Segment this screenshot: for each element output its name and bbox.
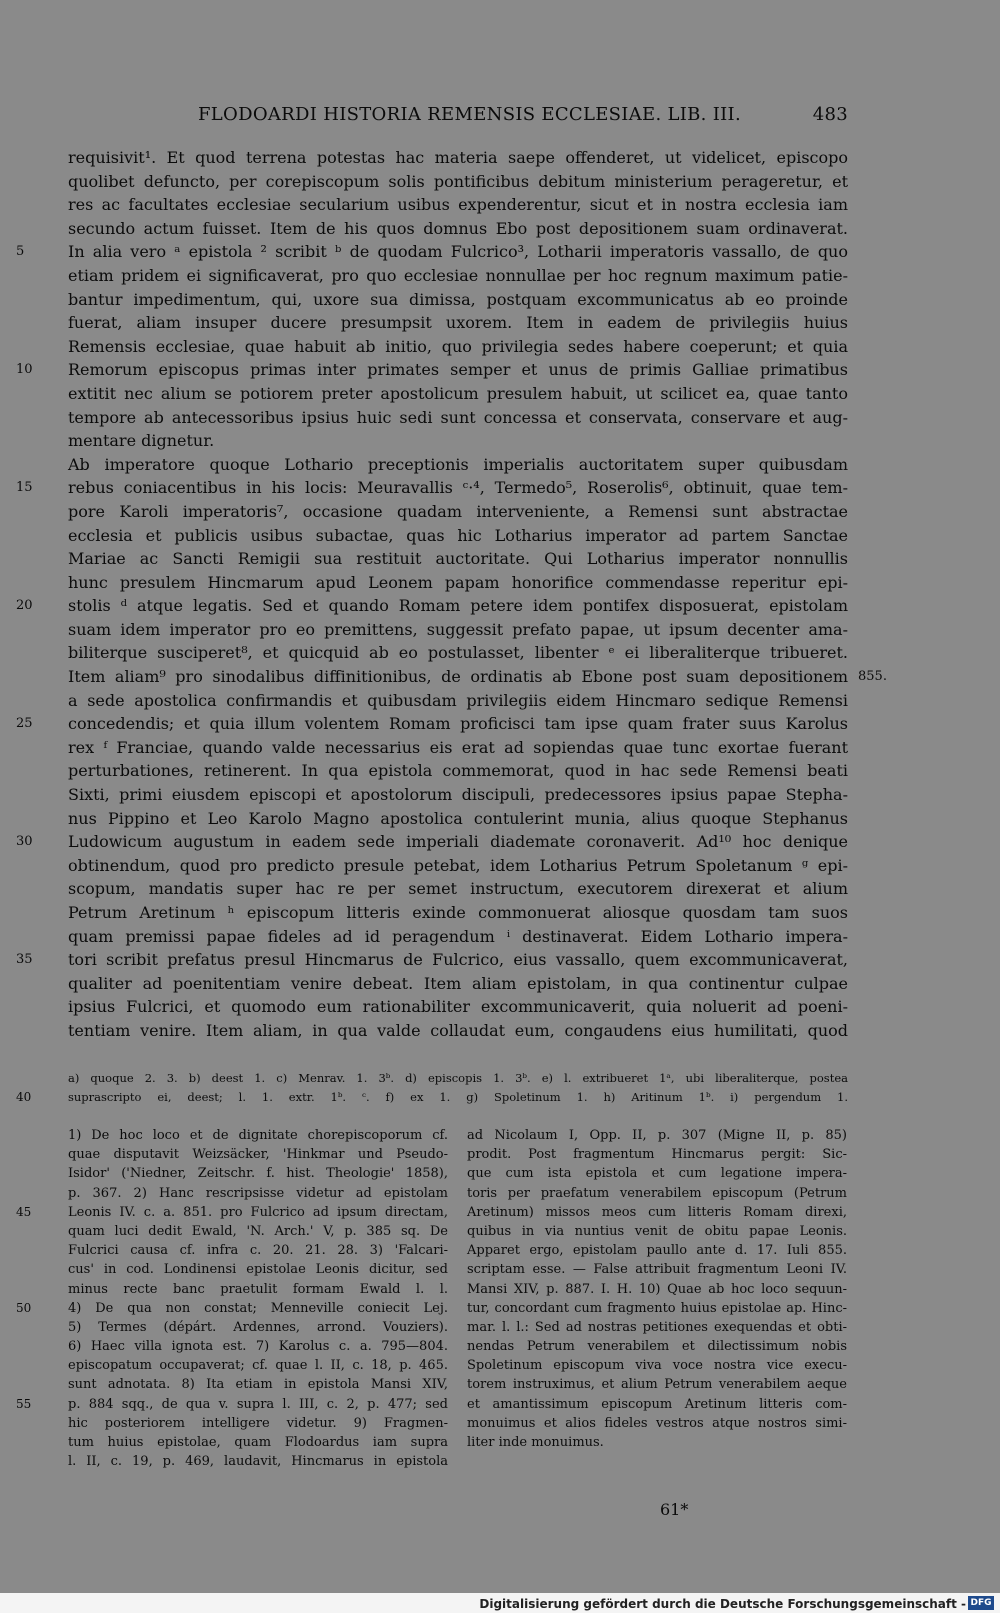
line-text: obtinendum, quod pro predicto presule petebat, idem Lotharius Petrum Spoletanum ᵍ epi- [68, 855, 848, 875]
footnote-line [68, 1184, 448, 1203]
line-text: tur, concordant cum fragmento huius epistolae ap. Hinc- [467, 1300, 847, 1316]
line-text: Isidor' ('Niedner, Zeitschr. f. hist. Theologie' 1858), [68, 1166, 448, 1182]
line-text: Item aliam⁹ pro sinodalibus diffinitionibus, de ordinatis ab Ebone post suam depositionem [68, 667, 848, 687]
line-text: extitit nec alium se potiorem preter apostolicum presulem habuit, ut scilicet ea, quae tanto [68, 383, 848, 403]
text-line [68, 524, 848, 548]
line-text: Aretinum) missos meos cum litteris Romam direxi, [467, 1204, 847, 1220]
footnote-line [467, 1184, 847, 1203]
line-text: 6) Haec villa ignota est. 7) Karolus c. a. 795—804. [68, 1339, 448, 1355]
line-text: ipsius Fulcrici, et quomodo eum rationabiliter excommunicaverit, quia noluerit ad poeni- [68, 997, 848, 1017]
text-line [68, 382, 848, 406]
footnote-line [68, 1318, 448, 1337]
dfg-logo-icon: DFG [968, 1596, 994, 1610]
line-text: cus' in cod. Londinensi epistolae Leonis dicitur, sed [68, 1262, 448, 1278]
line-text: biliterque susciperet⁸, et quicquid ab eo postulasset, libenter ᵉ ei liberaliterque tribueret. [68, 643, 848, 663]
footnote-line [68, 1164, 448, 1183]
footnote-line [467, 1260, 847, 1279]
line-text: In alia vero ᵃ epistola ² scribit ᵇ de quodam Fulcrico³, Lotharii imperatoris vassallo, de quo [68, 242, 848, 262]
line-text: qualiter ad poenitentiam venire debeat. Item aliam epistolam, in qua continentur culpae [68, 973, 848, 993]
text-line [68, 665, 887, 689]
line-text: mentare dignetur. [68, 431, 215, 451]
line-text: secundo actum fuisset. Item de his quos domnus Ebo post depositionem suam ordinaverat. [68, 218, 848, 238]
text-line [68, 618, 848, 642]
line-text: liter inde monuimus. [467, 1435, 604, 1450]
line-text: p. 884 sqq., de qua v. supra l. III, c. 2, p. 477; sed [68, 1396, 448, 1412]
text-line [68, 995, 848, 1019]
footnote-line [467, 1164, 847, 1183]
text-line [68, 406, 848, 430]
text-line [68, 429, 848, 453]
line-text: Petrum Aretinum ʰ episcopum litteris exinde commonuerat aliosque quosdam tam suos [68, 903, 848, 922]
line-number: 15 [16, 480, 33, 496]
footnote-line [467, 1299, 847, 1318]
line-text: que cum ista epistola et cum legatione impera- [467, 1166, 847, 1182]
line-text: Apparet ergo, epistolam paullo ante d. 17. Iuli 855. [467, 1243, 847, 1259]
text-line [68, 736, 848, 760]
text-line [16, 476, 848, 500]
line-text: res ac facultates ecclesiae secularium usibus expenderentur, sicut et in nostra ecclesia iam [68, 195, 848, 215]
footnote-line [68, 1433, 448, 1452]
text-line [68, 807, 848, 831]
line-text: et amantissimum episcopum Aretinum litteris com- [467, 1396, 847, 1412]
line-text: a) quoque 2. 3. b) deest 1. c) Menrav. 1. 3ᵇ. d) episcopis 1. 3ᵇ. e) l. extribueret 1ᵃ, ubi liberaliterque, postea [68, 1071, 848, 1085]
footnote-line [467, 1222, 847, 1241]
text-line [68, 193, 848, 217]
footnote-line [16, 1299, 448, 1318]
line-text: 5) Termes (dépárt. Ardennes, arrond. Vouziers). [68, 1319, 448, 1335]
text-line [16, 948, 848, 972]
text-line [68, 547, 848, 571]
line-text: nus Pippino et Leo Karolo Magno apostolica contulerint munia, alius quoque Stephanus [68, 808, 848, 828]
footnote-line [68, 1375, 448, 1394]
line-text: concedendis; et quia illum volentem Romam proficisci tam ipse quam frater suus Karolus [68, 714, 848, 734]
line-text: nendas Petrum venerabilem et dilectissimum nobis [467, 1339, 847, 1355]
footnotes-left-column [16, 1126, 448, 1471]
line-text: Ab imperatore quoque Lothario preceptionis imperialis auctoritatem super quibusdam [68, 454, 848, 474]
line-text: Mansi XIV, p. 887. I. H. 10) Quae ab hoc loco sequun- [467, 1281, 847, 1297]
footnote-line [68, 1337, 448, 1356]
line-text: Sixti, primi eiusdem episcopi et apostolorum discipuli, predecessores ipsius papae Stepha- [68, 785, 848, 805]
line-number: 30 [16, 834, 33, 850]
text-line [68, 759, 848, 783]
line-text: rebus coniacentibus in his locis: Meuravallis ᶜ·⁴, Termedo⁵, Roserolis⁶, obtinuit, quae tem- [68, 478, 848, 498]
footnote-line [16, 1203, 448, 1222]
line-text: ecclesia et publicis usibus subactae, quas hic Lotharius imperator ad partem Sanctae [68, 525, 848, 545]
text-line [68, 170, 848, 194]
footnote-line [467, 1337, 847, 1356]
line-text: requisivit¹. Et quod terrena potestas hac materia saepe offenderet, ut videlicet, episcopo [68, 148, 848, 167]
line-number: 5 [16, 244, 25, 260]
line-text: a sede apostolica confirmandis et quibusdam privilegiis eidem Hincmaro sedique Remensi [68, 690, 848, 710]
line-text: Mariae ac Sancti Remigii sua restituit auctoritate. Qui Lotharius imperator nonnullis [68, 549, 848, 569]
line-text: suprascripto ei, deest; l. 1. extr. 1ᵇ. ᶜ. f) ex 1. g) Spoletinum 1. h) Aritinum 1ᵇ. i) pergendum 1. [68, 1090, 848, 1104]
line-text: tentiam venire. Item aliam, in qua valde collaudat eum, congaudens eius humilitati, quod [68, 1020, 848, 1040]
line-text: toris per praefatum venerabilem episcopum (Petrum [467, 1185, 847, 1201]
line-text: monuimus et alios fideles vestros atque nostros simi- [467, 1415, 847, 1431]
footnote-line [68, 1280, 448, 1299]
footnote-line [68, 1452, 448, 1471]
footnote-line [467, 1414, 847, 1433]
line-text: episcopatum occupaverat; cf. quae l. II, c. 18, p. 465. [68, 1358, 448, 1374]
line-number: 25 [16, 716, 33, 732]
text-line [68, 500, 848, 524]
line-number: 10 [16, 362, 33, 378]
text-line [68, 783, 848, 807]
line-text: rex ᶠ Franciae, quando valde necessarius eis erat ad sopiendas quae tunc exortae fuerant [68, 737, 848, 757]
line-number: 35 [16, 952, 33, 968]
variant-line [68, 1069, 848, 1088]
text-line [68, 264, 848, 288]
line-number: 40 [16, 1090, 32, 1104]
page-number: 483 [812, 104, 848, 125]
line-text: suam idem imperator pro eo premittens, suggessit prefato papae, ut ipsum decenter ama- [68, 619, 848, 639]
line-text: hunc presulem Hincmarum apud Leonem papam honorifice commendasse reperitur epi- [68, 572, 848, 592]
line-text: Fulcrici causa cf. infra c. 20. 21. 28. 3) 'Falcari- [68, 1243, 448, 1259]
line-text: sunt adnotata. 8) Ita etiam in epistola Mansi XIV, [68, 1377, 448, 1393]
text-line [16, 358, 848, 382]
footnote-line [68, 1145, 448, 1164]
text-line [68, 901, 848, 925]
footnote-line [68, 1260, 448, 1279]
footer-credit: Digitalisierung gefördert durch die Deutsche Forschungsgemeinschaft - [479, 1597, 966, 1611]
line-text: bantur impedimentum, qui, uxore sua dimissa, postquam excommunicatus ab eo proinde [68, 289, 848, 309]
text-line [68, 288, 848, 312]
line-text: etiam pridem ei significaverat, pro quo ecclesiae nonnullae per hoc regnum maximum patie- [68, 265, 848, 285]
main-text-block [16, 146, 887, 1043]
line-text: hic posteriorem intelligere videtur. 9) Fragmen- [68, 1415, 448, 1431]
line-text: l. II, c. 19, p. 469, laudavit, Hincmarus in epistola [68, 1454, 448, 1470]
text-line [68, 877, 848, 901]
line-text: 4) De qua non constat; Menneville coniecit Lej. [68, 1300, 448, 1316]
line-text: stolis ᵈ atque legatis. Sed et quando Romam petere idem pontifex disposuerat, epistolam [68, 596, 848, 616]
line-text: quam luci dedit Ewald, 'N. Arch.' V, p. 385 sq. De [68, 1223, 448, 1239]
text-line [68, 972, 848, 996]
text-line [68, 217, 848, 241]
footnote-line [467, 1126, 847, 1145]
text-line [68, 854, 848, 878]
line-text: torem instruximus, et alium Petrum venerabilem aeque [467, 1377, 847, 1393]
footnote-line [68, 1126, 448, 1145]
line-text: 1) De hoc loco et de dignitate chorepiscoporum cf. [68, 1128, 448, 1143]
text-line [68, 571, 848, 595]
line-text: quibus in via nuntius venit de obitu papae Leonis. [467, 1223, 847, 1239]
line-text: quam premissi papae fideles ad id peragendum ⁱ destinaverat. Eidem Lothario impera- [68, 926, 848, 946]
footnote-line [467, 1375, 847, 1394]
text-line [16, 830, 848, 854]
line-number: 50 [16, 1300, 32, 1315]
footnote-line [68, 1241, 448, 1260]
footnote-line [467, 1145, 847, 1164]
text-line [68, 311, 848, 335]
line-text: tum huius epistolae, quam Flodoardus iam supra [68, 1435, 448, 1450]
line-number: 45 [16, 1204, 32, 1219]
footnote-line [16, 1395, 448, 1414]
line-text: tori scribit prefatus presul Hincmarus de Fulcrico, eius vassallo, quem excommunicaverat, [68, 950, 848, 970]
line-text: Spoletinum episcopum viva voce nostra vice execu- [467, 1358, 847, 1374]
line-text: Remorum episcopus primas inter primates semper et unus de primis Galliae primatibus [68, 360, 848, 380]
line-text: p. 367. 2) Hanc rescripsisse videtur ad epistolam [68, 1185, 448, 1201]
variant-line [16, 1088, 848, 1107]
footnote-line [467, 1395, 847, 1414]
footnote-line [467, 1241, 847, 1260]
line-text: scriptam esse. — False attribuit fragmentum Leoni IV. [467, 1262, 847, 1278]
text-line [68, 1019, 848, 1043]
text-line [16, 712, 848, 736]
line-text: minus recte banc praetulit formam Ewald l. l. [68, 1281, 448, 1297]
line-number: 55 [16, 1396, 32, 1411]
text-line [16, 240, 848, 264]
line-text: quolibet defuncto, per corepiscopum solis pontificibus debitum ministerium perageretur, et [68, 171, 848, 191]
line-text: ad Nicolaum I, Opp. II, p. 307 (Migne II, p. 85) [467, 1128, 847, 1143]
footnote-line [68, 1222, 448, 1241]
line-text: perturbationes, retinerent. In qua epistola commemorat, quod in hac sede Remensi beati [68, 761, 848, 781]
footnote-line [68, 1356, 448, 1375]
line-text: fuerat, aliam insuper ducere presumpsit uxorem. Item in eadem de privilegiis huius [68, 313, 848, 333]
line-text: Ludowicum augustum in eadem sede imperiali diademate coronaverit. Ad¹⁰ hoc denique [68, 832, 848, 852]
text-line [68, 689, 848, 713]
line-number: 20 [16, 598, 33, 614]
signature-mark: 61* [660, 1500, 689, 1519]
apparatus-variants [16, 1069, 848, 1107]
running-title: FLODOARDI HISTORIA REMENSIS ECCLESIAE. LIB. III. [198, 104, 741, 125]
text-line [16, 594, 848, 618]
footnote-line [467, 1433, 847, 1452]
line-text: scopum, mandatis super hac re per semet instructum, executorem direxerat et alium [68, 879, 848, 899]
footnote-line [467, 1203, 847, 1222]
footnote-line [68, 1414, 448, 1433]
line-text: mar. l. l.: Sed ad nostras petitiones exequendas et obti- [467, 1319, 847, 1335]
text-line [68, 335, 848, 359]
text-line [68, 641, 848, 665]
footnote-line [467, 1356, 847, 1375]
line-text: prodit. Post fragmentum Hincmarus pergit: Sic- [467, 1147, 847, 1163]
line-text: Remensis ecclesiae, quae habuit ab initio, quo privilegia sedes habere coeperunt; et quia [68, 336, 848, 356]
footnotes-right-column [467, 1126, 847, 1452]
running-header [68, 104, 848, 130]
text-line [68, 925, 848, 949]
text-line [68, 146, 848, 170]
line-text: quae disputavit Weizsäcker, 'Hinkmar und Pseudo- [68, 1147, 448, 1163]
line-text: pore Karoli imperatoris⁷, occasione quadam interveniente, a Remensi sunt abstractae [68, 501, 848, 521]
margin-date: 855. [858, 669, 887, 685]
text-line [68, 453, 848, 477]
footnote-line [467, 1318, 847, 1337]
footnote-line [467, 1280, 847, 1299]
line-text: Leonis IV. c. a. 851. pro Fulcrico ad ipsum directam, [68, 1204, 448, 1220]
line-text: tempore ab antecessoribus ipsius huic sedi sunt concessa et conservata, conservare et aug- [68, 407, 848, 427]
